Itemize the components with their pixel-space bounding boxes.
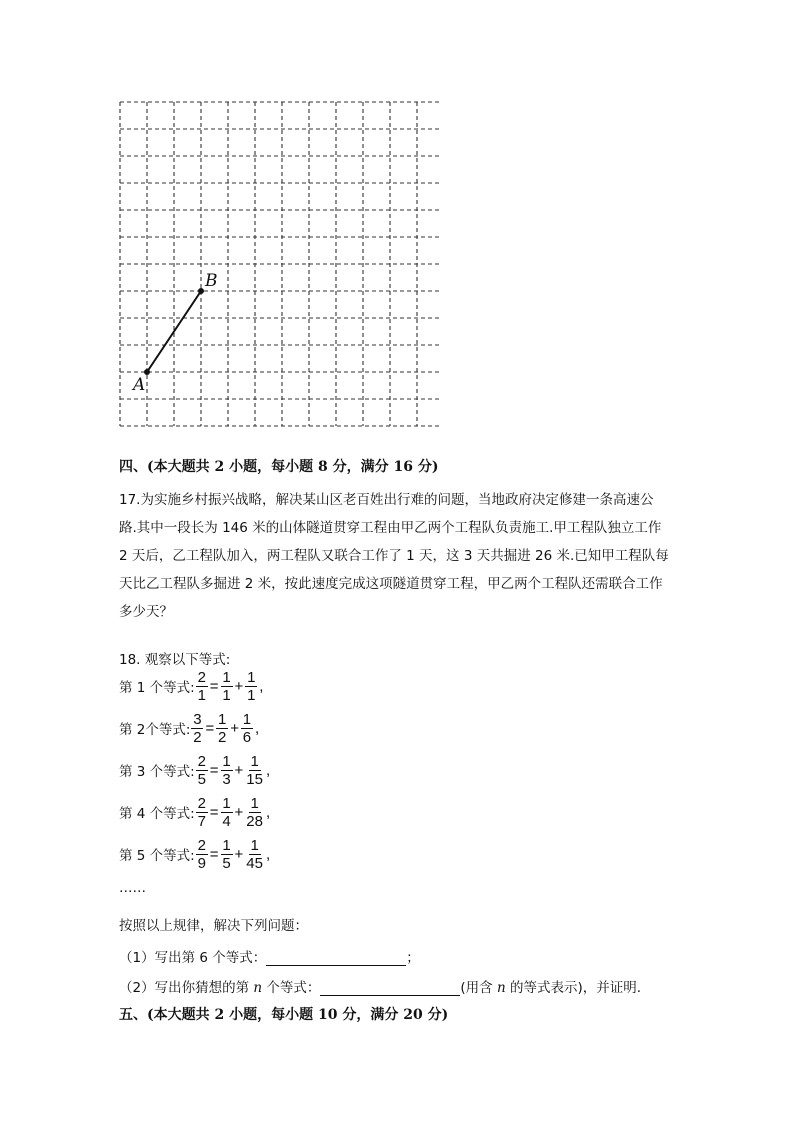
- fraction: [196, 753, 208, 788]
- problem-17: [119, 486, 679, 626]
- equation-label: 第 4 个等式:: [119, 806, 195, 822]
- problem-17-line: 天比乙工程队多掘进 2 米，按此速度完成这项隧道贯穿工程，甲乙两个工程队还需联合工作: [119, 576, 663, 592]
- comma: ,: [265, 803, 271, 821]
- question-1: [119, 946, 420, 966]
- plus-sign: +: [234, 845, 244, 863]
- fraction: [221, 753, 233, 788]
- numerator: 1: [222, 752, 231, 770]
- denominator: 2: [193, 728, 202, 746]
- numerator: 1: [218, 710, 227, 728]
- fraction: [245, 837, 264, 872]
- problem-17-line: 2 天后，乙工程队加入，两工程队又联合工作了 1 天，这 3 天共掘进 26 米.已知甲工程队每: [119, 548, 669, 564]
- fraction: [241, 711, 253, 746]
- fraction: [221, 669, 233, 704]
- denominator: 1: [197, 686, 206, 704]
- grid-svg: [118, 98, 440, 448]
- fraction: [221, 837, 233, 872]
- equation-row: [119, 708, 260, 748]
- q1-suffix: ；: [406, 950, 420, 966]
- fraction: [245, 753, 264, 788]
- fraction: [245, 669, 257, 704]
- problem-17-line: 17.为实施乡村振兴战略，解决某山区老百姓出行难的问题，当地政府决定修建一条高速公: [119, 492, 654, 508]
- instruction: 按照以上规律，解决下列问题：: [119, 918, 308, 934]
- equation-label: 第 3 个等式:: [119, 764, 195, 780]
- numerator: 2: [197, 668, 206, 686]
- q1-answer-blank[interactable]: [266, 951, 406, 966]
- numerator: 1: [250, 836, 259, 854]
- equation-row: [119, 834, 271, 874]
- equals-sign: =: [205, 719, 215, 737]
- q2-suffix-b: 的等式表示)，并证明.: [505, 980, 642, 996]
- q2-prefix-b: 个等式：: [262, 980, 321, 996]
- equation-label: 第 1 个等式:: [119, 680, 195, 696]
- numerator: 1: [250, 794, 259, 812]
- numerator: 1: [250, 752, 259, 770]
- point-a-label: A: [133, 375, 146, 395]
- equals-sign: =: [209, 761, 219, 779]
- ellipsis: ……: [119, 880, 146, 896]
- plus-sign: +: [234, 677, 244, 695]
- numerator: 2: [197, 794, 206, 812]
- plus-sign: +: [230, 719, 239, 737]
- plus-sign: +: [234, 803, 244, 821]
- comma: ,: [259, 677, 264, 695]
- denominator: 28: [246, 812, 263, 830]
- denominator: 3: [222, 770, 231, 788]
- q2-var-n-2: n: [496, 980, 506, 996]
- equals-sign: =: [209, 803, 219, 821]
- comma: ,: [265, 845, 271, 863]
- numerator: 1: [222, 668, 231, 686]
- grid-figure: [118, 98, 440, 448]
- fraction: [245, 795, 264, 830]
- fraction: [196, 795, 208, 830]
- q2-prefix-a: （2）写出你猜想的第: [119, 980, 254, 996]
- denominator: 5: [222, 854, 231, 872]
- q1-prefix: （1）写出第 6 个等式：: [119, 950, 267, 966]
- equation-row: [119, 792, 271, 832]
- fraction: [196, 837, 208, 872]
- denominator: 4: [222, 812, 231, 830]
- fraction: [216, 711, 228, 746]
- problem-18-intro: 18. 观察以下等式:: [119, 652, 231, 668]
- plus-sign: +: [234, 761, 244, 779]
- numerator: 3: [193, 710, 202, 728]
- numerator: 2: [197, 836, 206, 854]
- question-2: [119, 976, 641, 996]
- section-4-title: 四、(本大题共 2 小题，每小题 8 分，满分 16 分): [119, 459, 439, 475]
- q2-suffix-a: (用含: [460, 980, 497, 996]
- comma: ,: [265, 761, 271, 779]
- q2-answer-blank[interactable]: [320, 981, 460, 996]
- equals-sign: =: [209, 845, 219, 863]
- point-b-label: B: [205, 271, 218, 291]
- denominator: 5: [197, 770, 206, 788]
- denominator: 6: [242, 728, 252, 746]
- denominator: 45: [246, 854, 263, 872]
- equals-sign: =: [209, 677, 219, 695]
- denominator: 1: [247, 686, 256, 704]
- numerator: 1: [242, 710, 252, 728]
- comma: ,: [254, 719, 260, 737]
- equation-row: [119, 666, 264, 706]
- point-b: [198, 288, 204, 294]
- numerator: 1: [247, 668, 256, 686]
- numerator: 1: [222, 836, 231, 854]
- denominator: 7: [197, 812, 206, 830]
- fraction: [191, 711, 203, 746]
- denominator: 1: [222, 686, 231, 704]
- problem-17-line: 路.其中一段长为 146 米的山体隧道贯穿工程由甲乙两个工程队负责施工.甲工程队独立工作: [119, 520, 662, 536]
- equation-row: [119, 750, 271, 790]
- problem-17-line: 多少天？: [119, 604, 173, 620]
- fraction: [196, 669, 208, 704]
- denominator: 15: [246, 770, 263, 788]
- segment-ab: [147, 291, 201, 372]
- equation-label: 第 5 个等式:: [119, 848, 195, 864]
- section-5-title: 五、(本大题共 2 小题，每小题 10 分，满分 20 分): [119, 1007, 449, 1023]
- numerator: 2: [197, 752, 206, 770]
- q2-var-n: n: [253, 980, 263, 996]
- grid-lines: [120, 102, 440, 426]
- numerator: 1: [222, 794, 231, 812]
- equation-label: 第 2个等式:: [119, 722, 191, 738]
- fraction: [221, 795, 233, 830]
- denominator: 9: [197, 854, 206, 872]
- denominator: 2: [218, 728, 227, 746]
